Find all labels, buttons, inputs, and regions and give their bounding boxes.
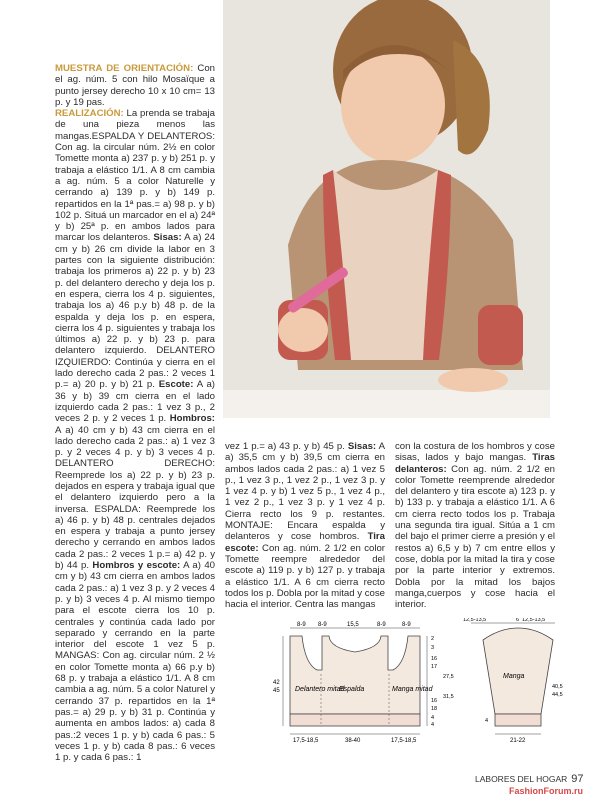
photo-illustration bbox=[223, 0, 550, 418]
top-dim-3: 15,5 bbox=[347, 622, 359, 628]
bottom-dim-1: 17,5-18,5 bbox=[293, 738, 319, 744]
pattern-schematic bbox=[215, 618, 565, 760]
heading-sisas: Sisas: bbox=[153, 232, 182, 244]
sleeve-right-1: 40,5 bbox=[552, 684, 563, 690]
heading-hombros: Hombros: bbox=[169, 413, 215, 425]
top-dim-1: 8-9 bbox=[297, 622, 306, 628]
page-footer bbox=[475, 773, 584, 785]
paragraph-realizacion: REALIZACIÓN: La prenda se trabaja de una pieza menos las mangas.ESPALDA Y DELANTEROS: Con ag. la circular núm. 2½ en color Tomette monta a) 237 p. y b) 251 p. y trabaja a elástico 1/1. A 8 cm cambia a ag. núm. 5 a color Naturelle y cerrando a) 139 p. y b) 149 p. repartidos en la 1ª pas.= a) 98 p. y b) 102 p. Situá un marcador en el a) 24ª y b) 25ª p. en ambos lados para marcar los delanteros. Sisas: A a) 24 cm y b) 26 cm divide la labor en 3 partes con la siguiente distribución: trabaja los primeros a) 22 p. y b) 23 p. del delantero derecho y deja los p. en espera, cierra los 4 p. siguientes, trabaja los a) 46 p.y b) 48 p. de la espalda y deja los p. en espera, cierra los 4 p. siguientes y trabaja los últimos a) 22 p. y b) 23 p. para delantero izquierdo. DELANTERO IZQUIERDO: Continúa y cierra en el lado derecho cada 2 pas.: 2 veces 1 p.= a) 20 p. y b) 21 p. Escote: A a) 36 y b) 39 cm cierra en el lado izquierdo cada 2 pas.: 1 vez 3 p., 2 veces 2 p. y 2 veces 1 p. Hombros: A a) 40 cm y b) 43 cm cierra en el lado derecho cada 2 pas.: a) 1 vez 3 p. y 2 veces 4 p. y b) 3 veces 4 p. DELANTERO DERECHO: Reemprede los a) 22 p. y b) 23 p. dejados en espera y trabaja igual que el delantero izquierdo pero a la inversa. ESPALDA: Reemprede los a) 46 p. y b) 48 p. centrales dejados en espera y trabaja a punto jersey derecho y cerrando en ambos lados cada 2 pas.: 2 veces 1 p.= a) 42 p. y b) 44 p. Hombros y escote: A a) 40 cm y b) 43 cm cierra en ambos lados cada 2 pas.: a) 1 vez 3 p. y 2 veces 4 p. y b) 3 veces 4 p. Al mismo tiempo para el escote cierra los 10 p. centrales y continúa cada lado por separado y cerrando en la parte interior del escote 1 vez 5 p. MANGAS: Con ag. circular núm. 2 ½ en color Tomette monta a) 66 p.y b) 68 p. y trabaja a elástico 1/1. A 8 cm cambia a ag. núm. 5 a color Naturel y cerrando 37 p. repartidos en la 1ª pas.= a) 29 p. y b) 31 p. Continúa y aumenta en ambos lados: a) cada 8 pas.:2 veces 1 p. y b) cada 6 pas.: 5 veces 1 p. y b) cada 8 pas.: 6 veces 1 p. y cada 6 pas.: 1 bbox=[55, 108, 216, 764]
right-dim-3: 16 bbox=[431, 656, 438, 662]
heading-escote: Escote: bbox=[158, 379, 194, 391]
piece-espalda: Espalda bbox=[339, 686, 365, 693]
sleeve-top-1: 12,5-13,5 bbox=[463, 618, 487, 623]
sleeve-bottom-dim: 21-22 bbox=[510, 738, 526, 744]
text-column-3 bbox=[395, 441, 555, 610]
piece-delantero: Delantero mitad bbox=[295, 686, 345, 693]
left-dim-b: 45 bbox=[273, 688, 280, 694]
watermark: FashionForum.ru bbox=[509, 786, 583, 796]
piece-manga-mitad: Manga mitad bbox=[392, 686, 433, 693]
text-column-1 bbox=[55, 63, 215, 763]
piece-manga: Manga bbox=[503, 673, 525, 680]
heading-sisas-mangas: Sisas: bbox=[347, 441, 377, 452]
sleeve-piece bbox=[483, 628, 553, 714]
sleeve-right-2: 44,5 bbox=[552, 692, 563, 698]
heading-realizacion: REALIZACIÓN: bbox=[55, 108, 124, 120]
paragraph-col3: con la costura de los hombros y cose sisas, lados y bajo mangas. Tiras delanteros: Con ag. núm. 2 1/2 en color Tomette reemprende alrededor del delantero y tira escote a) 123 p. y b) 133 p. y trabaja a elástico 1/1. A 6 cm cierra recto todos los p. Trabaja una segunda tira igual. Sitúa a 1 cm del bajo el primer cierre a presión y el restos a) 6,5 y b) 7 cm entre ellos y cose, dobla por la mitad la tira y cose por la parte interior y extremos. Dobla por la mitad los bajos manga,cuerpos y cose hacia el interior. bbox=[395, 441, 555, 611]
paragraph-muestra: MUESTRA DE ORIENTACIÓN: Con el ag. núm. 5 con hilo Mosaïque a punto jersey derecho 10 x 10 cm= 13 p. y 19 pas. bbox=[55, 63, 215, 108]
right-dim-7: 16 bbox=[431, 698, 438, 704]
right-dim-6: 31,5 bbox=[443, 694, 454, 700]
sleeve-top-3: 12,5-13,5 bbox=[522, 618, 546, 623]
top-dim-2: 8-9 bbox=[318, 622, 327, 628]
right-dim-9: 4 bbox=[431, 715, 435, 721]
body-piece bbox=[290, 636, 420, 714]
top-dim-4: 8-9 bbox=[377, 622, 386, 628]
right-dim-10: 4 bbox=[431, 722, 435, 728]
heading-muestra: MUESTRA DE ORIENTACIÓN: bbox=[55, 63, 194, 74]
magazine-name: LABORES DEL HOGAR bbox=[475, 774, 568, 784]
paragraph-col2: vez 1 p.= a) 43 p. y b) 45 p. Sisas: A a) 35,5 cm y b) 39,5 cm cierra en ambos lados cada 2 pas.: a) 1 vez 5 p., 1 vez 3 p., 1 vez 2 p., 1 vez 3 p. y 1 vez 4 p. y b) 1 vez 5 p., 1 vez 4 p., 1 vez 2 p., 1 vez 3 p. y 1 vez 4 p. Cierra recto los 9 p. restantes. MONTAJE: Encara espalda y delanteros y cose hombros. Tira escote: Con ag. núm. 2 1/2 en color Tomette reempre alrededor del escote a) 119 p. y b) 127 p. y trabaja a elástico 1/1. A 6 cm cierra recto todos los p. Dobla por la mitad y cose hacia el interior. Centra las mangas bbox=[225, 441, 385, 611]
right-dim-4: 17 bbox=[431, 664, 438, 670]
text-column-2 bbox=[225, 441, 385, 610]
bottom-dim-3: 17,5-18,5 bbox=[391, 738, 417, 744]
right-dim-8: 18 bbox=[431, 706, 438, 712]
right-dim-5: 27,5 bbox=[443, 674, 454, 680]
top-dim-5: 8-9 bbox=[402, 622, 411, 628]
page-number: 97 bbox=[571, 773, 584, 785]
heading-tira-escote: Tira escote: bbox=[225, 531, 385, 554]
photo-girl-knit-jacket bbox=[223, 0, 550, 418]
sleeve-rib bbox=[495, 714, 541, 726]
left-dim-a: 42 bbox=[273, 680, 280, 686]
heading-hombros-escote: Hombros y escote: bbox=[92, 560, 181, 572]
right-dim-2: 3 bbox=[431, 645, 435, 651]
heading-tiras-delanteros: Tiras delanteros: bbox=[395, 452, 555, 475]
body-rib bbox=[290, 714, 420, 726]
sleeve-top-2: 6 bbox=[516, 618, 520, 623]
bottom-dim-2: 38-40 bbox=[345, 738, 361, 744]
right-dim-1: 2 bbox=[431, 636, 435, 642]
sleeve-left-dim: 4 bbox=[485, 718, 489, 724]
